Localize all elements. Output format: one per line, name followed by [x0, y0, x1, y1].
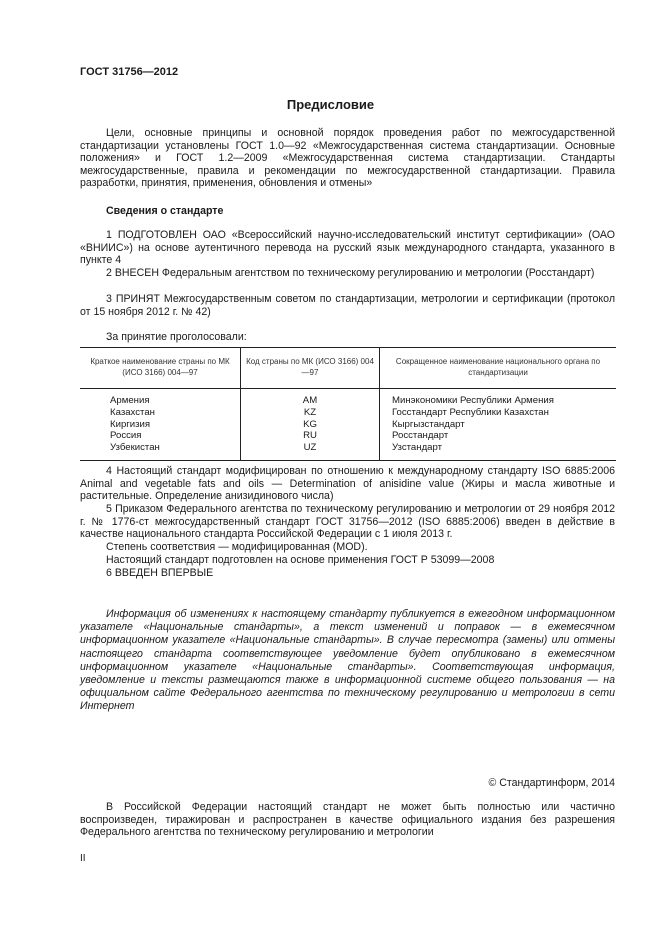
country-cell: Узбекистан — [80, 442, 241, 460]
reproduction-notice: В Российской Федерации настоящий стандарт не может быть полностью или частично воспроизведен, тиражирован и распространен в качестве официального издания без разрешения Федерального агентства по техническому регулированию и метрологии — [80, 801, 615, 839]
item-6-paragraph: 6 ВВЕДЕН ВПЕРВЫЕ — [106, 567, 214, 579]
item-2-paragraph: 2 ВНЕСЕН Федеральным агентством по техническому регулированию и метрологии (Росстандарт) — [106, 267, 595, 279]
body-cell: Минэкономики Республики Армения — [380, 389, 617, 407]
column-header-country: Краткое наименование страны по МК (ИСО 3166) 004—97 — [80, 348, 241, 389]
item-5-paragraph: 5 Приказом Федерального агентства по техническому регулированию и метрологии от 29 ноября 2012 г. № 1776-ст межгосударственный стандарт ГОСТ 31756—2012 (ISO 6885:2006) введен в действие в качестве национального стандарта Российской Федерации с 1 июля 2013 г. — [80, 503, 615, 541]
copyright-notice: © Стандартинформ, 2014 — [488, 777, 615, 789]
code-cell: KZ — [241, 407, 380, 419]
item-1-paragraph: 1 ПОДГОТОВЛЕН ОАО «Всероссийский научно-исследовательский институт сертификации» (ОАО «ВНИИС») на основе аутентичного перевода на русский язык международного стандарта, указанного в пункте 4 — [80, 229, 615, 267]
table-header-row — [80, 348, 616, 389]
prepared-on-paragraph: Настоящий стандарт подготовлен на основе применения ГОСТ Р 53099—2008 — [106, 554, 495, 566]
code-cell: AM — [241, 389, 380, 407]
country-cell: Россия — [110, 430, 142, 442]
member-states-table — [80, 347, 616, 461]
item-3-paragraph: 3 ПРИНЯТ Межгосударственным советом по стандартизации, метрологии и сертификации (протокол от 15 ноября 2012 г. № 42) — [80, 293, 615, 318]
table-row — [80, 419, 616, 431]
item-4-paragraph: 4 Настоящий стандарт модифицирован по отношению к международному стандарту ISO 6885:2006 Animal and vegetable fats and oils — Determination of anisidine value (Жиры и масла животные и растительные. Определение анизидинового числа) — [80, 465, 615, 503]
table-row — [80, 389, 616, 407]
info-heading: Сведения о стандарте — [106, 205, 224, 217]
table-row — [80, 430, 616, 442]
body-cell: Росстандарт — [380, 430, 617, 442]
column-header-body: Сокращенное наименование национального органа по стандартизации — [380, 348, 617, 389]
country-cell: Казахстан — [110, 406, 155, 418]
table-row — [80, 442, 616, 460]
code-cell: UZ — [241, 442, 380, 460]
voted-label: За принятие проголосовали: — [106, 331, 247, 343]
country-cell: Киргизия — [110, 418, 151, 430]
page-title: Предисловие — [286, 97, 375, 112]
body-cell: Узстандарт — [380, 442, 617, 460]
info-notice-paragraph: Информация об изменениях к настоящему стандарту публикуется в ежегодном информационном указателе «Национальные стандарты», а текст изменений и поправок — в ежемесячном информационном указателе «Национальные стандарты». В случае пересмотра (замены) или отмены настоящего стандарта соответствующее уведомление будет опубликовано в ежемесячном информационном указателе «Национальные стандарты». Соответствующая информация, уведомление и тексты размещаются также в информационной системе общего пользования — на официальном сайте Федерального агентства по техническому регулированию и метрологии в сети Интернет — [80, 608, 615, 713]
intro-paragraph: Цели, основные принципы и основной порядок проведения работ по межгосударственной стандартизации установлены ГОСТ 1.0—92 «Межгосударственная система стандартизации. Основные положения» и ГОСТ 1.2—2009 «Межгосударственная система стандартизации. Стандарты межгосударственные, правила и рекомендации по межгосударственной стандартизации. Правила разработки, принятия, применения, обновления и отмены» — [80, 127, 615, 190]
column-header-code: Код страны по МК (ИСО 3166) 004—97 — [241, 348, 380, 389]
code-cell: RU — [241, 430, 380, 442]
table-row — [80, 407, 616, 419]
page-number: II — [80, 853, 86, 864]
country-cell: Армения — [110, 395, 150, 406]
code-cell: KG — [241, 419, 380, 431]
body-cell: Кыргызстандарт — [380, 419, 617, 431]
body-cell: Госстандарт Республики Казахстан — [380, 407, 617, 419]
conformity-paragraph: Степень соответствия — модифицированная (MOD). — [106, 541, 368, 553]
standard-code: ГОСТ 31756—2012 — [80, 66, 179, 78]
